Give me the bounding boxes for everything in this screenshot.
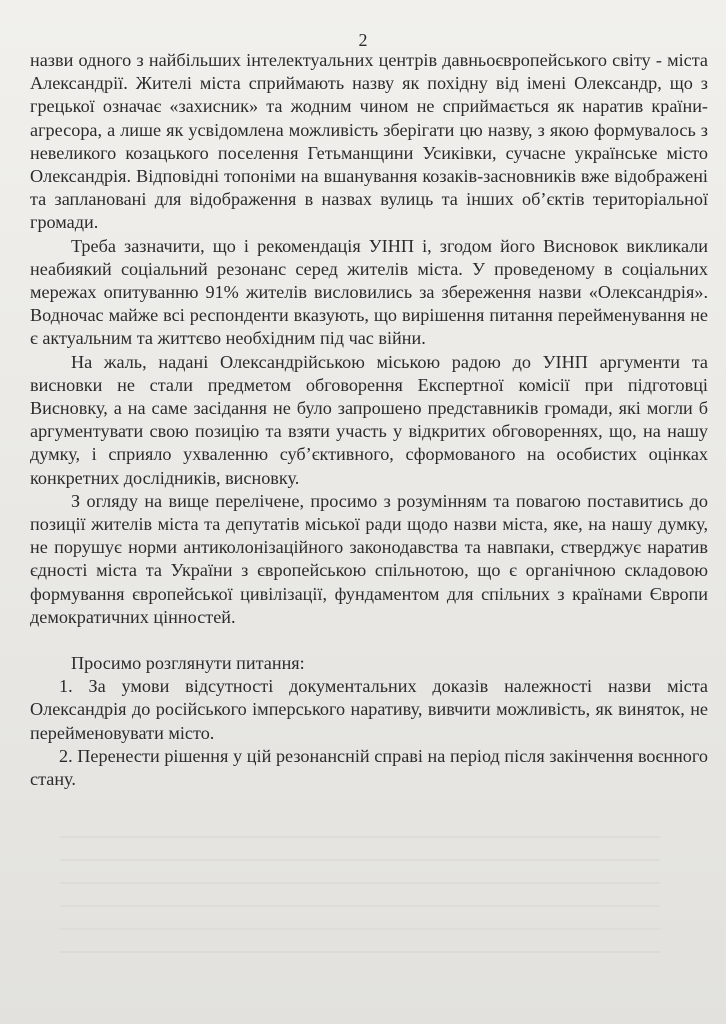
request-intro: Просимо розглянути питання: — [71, 653, 305, 674]
paragraph-request-basis: З огляду на вище перелічене, просимо з розумінням та повагою поставитись до позиції жителів міста та депутатів міської ради щодо назви міста, яке, на нашу думку, не порушує норми антиколонізаційного законодавства та навпаки, стверджує наратив єдності міста та України з європейською спільнотою, що є органічною складовою формування європейської цивілізації, фундаментом для спільних з країнами Європи демократичних цінностей. — [30, 490, 708, 627]
paragraph-spacer — [30, 629, 708, 652]
paragraph-continuation: назви одного з найбільших інтелектуальних центрів давньоєвропейського світу - міста Александрії. Жителі міста сприймають назву як похідну від імені Олександр, що з грецької означає «захисник» та жодним чином не сприймається як наратив країни-агресора, а лише як усвідомлена можливість зберігати цю назву, з якою формувалось з невеликого козацького поселення Гетьманщини Усиківки, сучасне українське місто Олександрія. Відповідні топоніми на вшанування козаків-засновників вже відображені та заплановані для відображення в назвах вулиць та інших об’єктів територіальної громади. — [30, 50, 708, 233]
request-item-1: 1. За умови відсутності документальних доказів належності назви міста Олександрія до російського імперського наративу, вивчити можливість, як виняток, не перейменовувати місто. — [30, 676, 708, 743]
paragraph-resonance: Треба зазначити, що і рекомендація УІНП і, згодом його Висновок викликали неабиякий соціальний резонанс серед жителів міста. У проведеному в соціальних мережах опитуванню 91% жителів висловились за збереження назви «Олександрія». Водночас майже всі респонденти вказують, що вирішення питання перейменування не є актуальним та життєво необхідним під час війни. — [30, 235, 708, 349]
paragraph-expert-commission: На жаль, надані Олександрійською міською радою до УІНП аргументи та висновки не стали предметом обговорення Експертної комісії при підготовці Висновку, а на саме засідання не було запрошено представників громади, які могли б аргументувати свою позицію та взяти участь у відкритих обговореннях, що, на нашу думку, і сприяло ухваленню суб’єктивного, сформованого на особистих оцінках конкретних дослідників, висновку. — [30, 351, 708, 488]
reverse-side-bleed-through — [60, 820, 660, 970]
page-number: 2 — [358, 30, 368, 50]
letter-body — [30, 49, 708, 791]
request-item-2: 2. Перенести рішення у цій резонансній справі на період після закінчення воєнного стану. — [30, 745, 708, 790]
